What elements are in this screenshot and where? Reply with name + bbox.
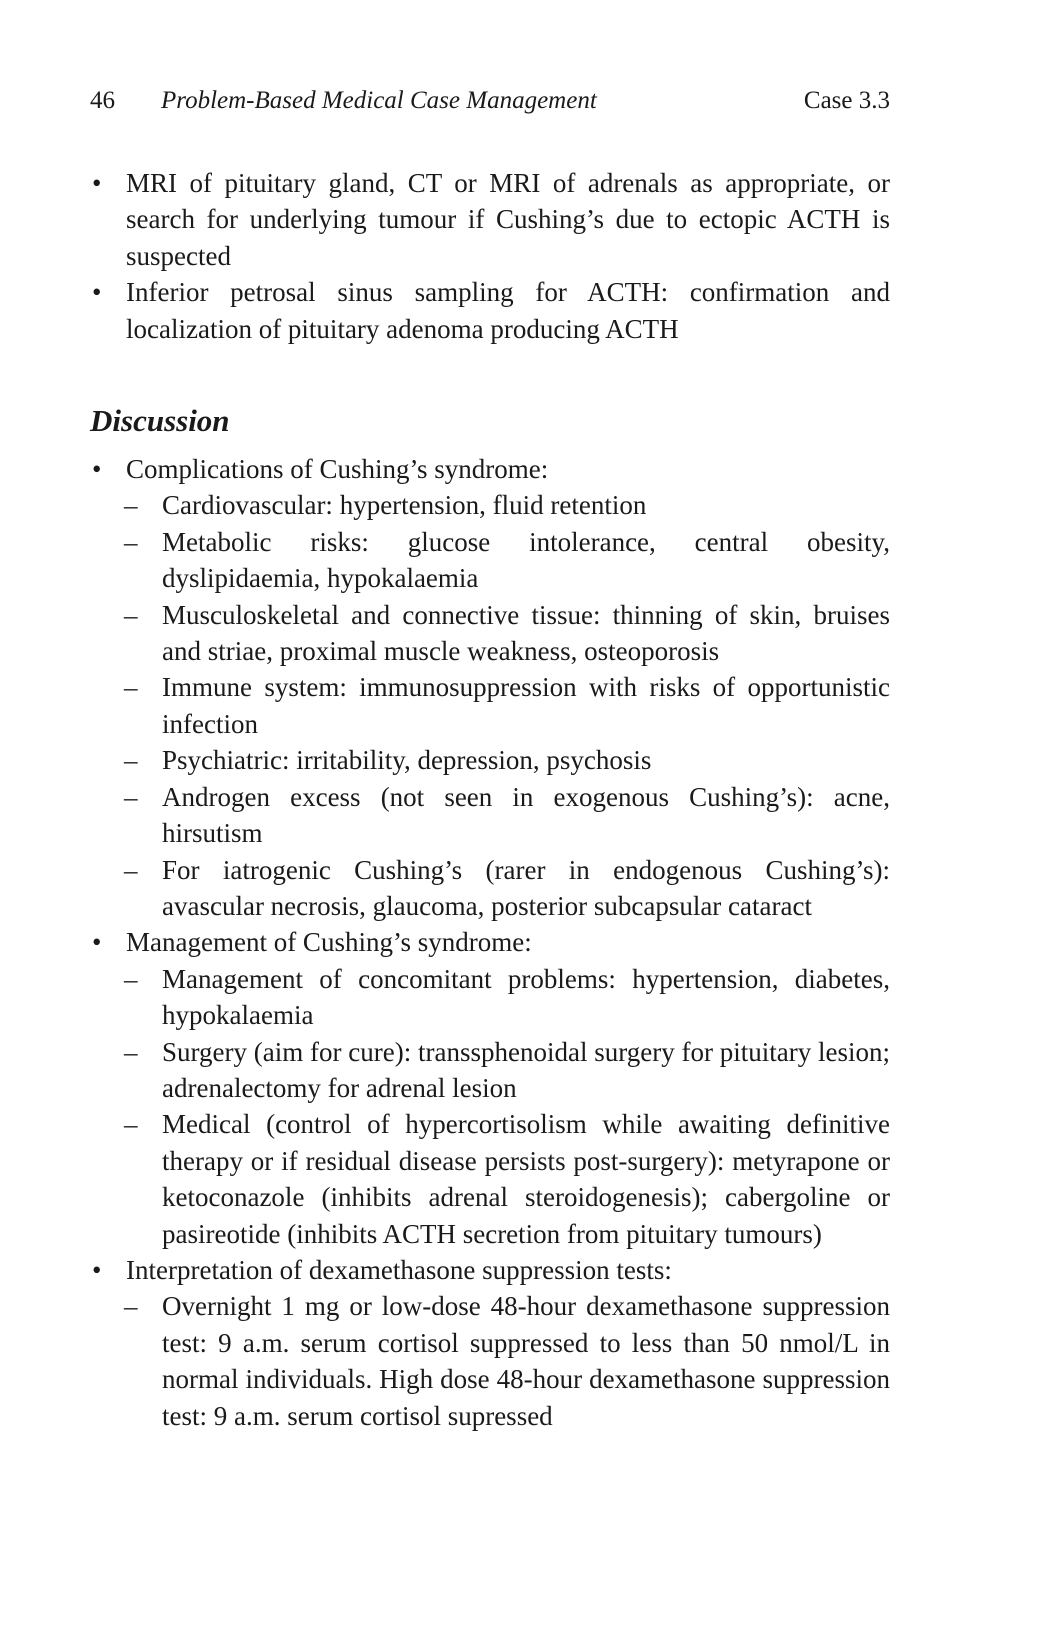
page-number: 46: [90, 87, 115, 114]
sub-list-item-text: Immune system: immunosuppression with risks of opportunistic infection: [162, 672, 890, 739]
sub-list-item: [90, 742, 890, 778]
bullet-icon: •: [92, 1254, 102, 1285]
sub-list-item-text: Surgery (aim for cure): transsphenoidal surgery for pituitary lesion; adrenalectomy for adrenal lesion: [162, 1036, 890, 1103]
list-item: [90, 451, 890, 924]
list-item: [90, 1252, 890, 1434]
dash-icon: –: [124, 1109, 138, 1140]
sub-list-item-text: Androgen excess (not seen in exogenous Cushing’s): acne, hirsutism: [162, 781, 890, 849]
sub-list-item-text: Overnight 1 mg or low-dose 48-hour dexamethasone suppression test: 9 a.m. serum cortisol suppressed to less than 50 nmol/L in normal individuals. High dose 48-hour dexamethasone suppression test: 9 a.m. serum cortisol supressed: [162, 1291, 890, 1431]
sub-list-item: [90, 487, 890, 523]
sub-list-item: [90, 524, 890, 597]
dash-icon: –: [124, 1291, 138, 1322]
sub-list-item: [90, 852, 890, 925]
dash-icon: –: [124, 781, 138, 812]
dash-icon: –: [124, 854, 138, 885]
sub-list-item-text: For iatrogenic Cushing’s (rarer in endogenous Cushing’s): avascular necrosis, glaucoma, posterior subcapsular cataract: [162, 854, 890, 921]
bullet-icon: •: [92, 168, 102, 198]
sub-list-item-text: Management of concomitant problems: hypertension, diabetes, hypokalaemia: [162, 963, 890, 1031]
dash-icon: –: [124, 1036, 138, 1067]
sub-list-item-text: Cardiovascular: hypertension, fluid retention: [162, 490, 647, 521]
sub-list-item: [90, 597, 890, 670]
sub-list-item-text: Metabolic risks: glucose intolerance, central obesity, dyslipidaemia, hypokalaemia: [162, 526, 890, 594]
list-item: [90, 924, 890, 1252]
running-header: [90, 86, 890, 116]
page-body: [90, 165, 890, 1434]
sub-list-item: [90, 1106, 890, 1252]
sub-list: [126, 1288, 890, 1434]
dash-icon: –: [124, 490, 138, 521]
section-heading: Discussion: [90, 403, 230, 439]
list-item-label: Interpretation of dexamethasone suppression tests:: [126, 1254, 672, 1285]
investigation-list: [90, 165, 890, 347]
dash-icon: –: [124, 963, 138, 994]
sub-list: [126, 487, 890, 924]
bullet-icon: •: [92, 277, 102, 308]
sub-list-item: [90, 1034, 890, 1107]
sub-list-item-text: Musculoskeletal and connective tissue: thinning of skin, bruises and striae, proximal muscle weakness, osteoporosis: [162, 599, 890, 667]
book-title: Problem-Based Medical Case Management: [161, 87, 597, 114]
dash-icon: –: [124, 745, 138, 776]
case-label: Case 3.3: [803, 87, 890, 114]
sub-list-item: [90, 779, 890, 852]
bullet-icon: •: [92, 927, 102, 958]
discussion-list: [90, 451, 890, 1434]
bullet-icon: •: [92, 454, 102, 485]
list-item-text: MRI of pituitary gland, CT or MRI of adrenals as appropriate, or search for underlying tumour if Cushing’s due to ectopic ACTH is suspected: [126, 168, 890, 271]
sub-list-item: [90, 669, 890, 742]
sub-list-item-text: Psychiatric: irritability, depression, psychosis: [162, 745, 652, 776]
sub-list-item: [90, 961, 890, 1034]
sub-list-item: [90, 1288, 890, 1434]
list-item-label: Complications of Cushing’s syndrome:: [126, 454, 549, 485]
dash-icon: –: [124, 672, 138, 703]
dash-icon: –: [124, 599, 138, 630]
sub-list: [126, 961, 890, 1252]
list-item: [90, 165, 890, 274]
dash-icon: –: [124, 526, 138, 557]
sub-list-item-text: Medical (control of hypercortisolism while awaiting definitive therapy or if residual disease persists post-surgery): metyrapone or ketoconazole (inhibits adrenal steroidogenesis); cabergoline or pasireotide (inhibits ACTH secretion from pituitary tumours): [162, 1109, 890, 1249]
list-item-text: Inferior petrosal sinus sampling for ACTH: confirmation and localization of pituitary adenoma producing ACTH: [126, 277, 890, 344]
list-item-label: Management of Cushing’s syndrome:: [126, 927, 532, 958]
list-item: [90, 274, 890, 347]
